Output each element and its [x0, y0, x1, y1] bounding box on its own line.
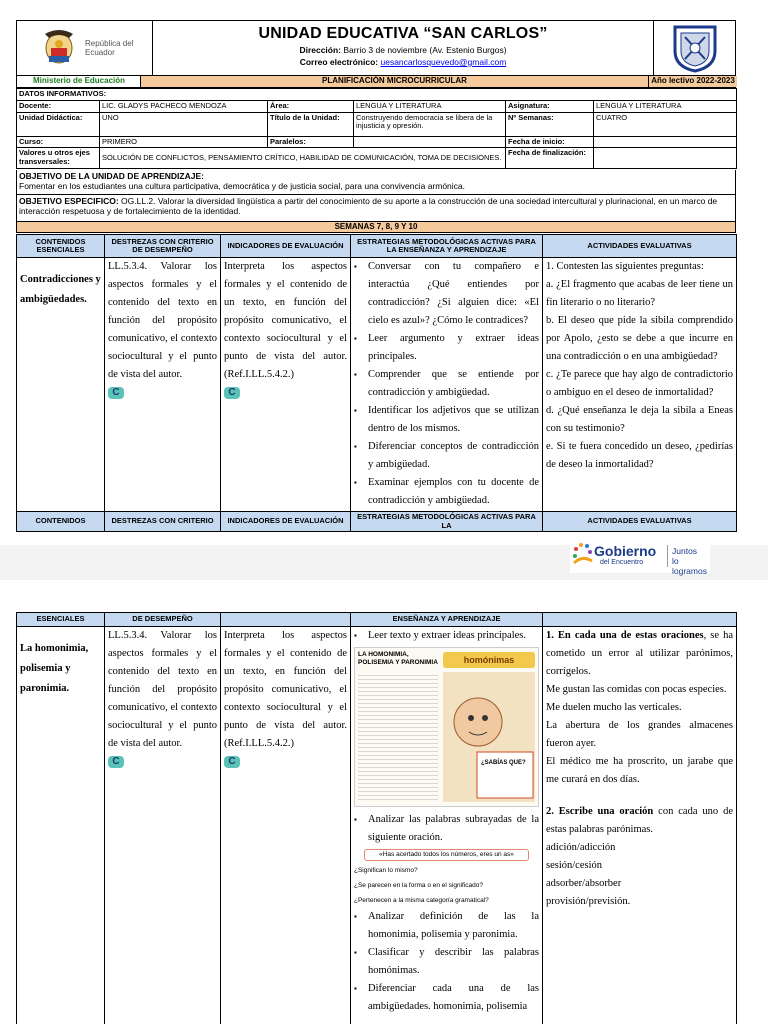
start-date-value	[594, 136, 737, 148]
unit-title-label: Título de la Unidad:	[268, 112, 354, 136]
col-empty	[543, 613, 737, 627]
row2-indicador: Interpreta los aspectos formales y el contenido de un texto, en función del propósito comunicativo, el contexto sociocultural y el punto de vista del autor. (Ref.I.LL.5.4.2.)	[224, 630, 347, 749]
email-line	[153, 57, 653, 67]
parallels-value	[354, 136, 506, 148]
col-destrezas: DESTREZAS CON CRITERIO DE DESEMPEÑO	[105, 235, 221, 258]
unit-value: UNO	[100, 112, 268, 136]
col-actividades-repeat: ACTIVIDADES EVALUATIVAS	[543, 512, 737, 532]
question-1: ¿Significan lo mismo?	[354, 867, 418, 874]
activity-1-title: 1. En cada una de estas oraciones	[546, 630, 704, 641]
list-item: Me gustan las comidas con pocas especies.	[546, 684, 727, 695]
list-item: a. ¿El fragmento que acabas de leer tiene un fin literario o no literario?	[546, 279, 733, 308]
specific-objective	[16, 195, 736, 222]
row2-indicador-cell	[221, 627, 351, 1024]
slogan-line1: Juntos	[672, 546, 698, 556]
list-item: ▪ Clasificar y describir las palabras homónimas.	[354, 944, 539, 980]
col-esenciales: ESENCIALES	[17, 613, 105, 627]
planning-title: PLANIFICACIÓN MICROCURRICULAR	[141, 76, 649, 87]
excerpt-banner: homónimas	[443, 652, 535, 668]
list-item: adición/adicción	[546, 842, 616, 853]
end-date-label: Fecha de finalización:	[506, 148, 594, 169]
subject-label: Asignatura:	[506, 100, 594, 112]
row2-destreza: LL.5.3.4. Valorar los aspectos formales y el contenido del texto en función del propósito comunicativo, el contexto sociocultural y el punto de vista del autor.	[108, 630, 217, 749]
excerpt-title: LA HOMONIMIA, POLISEMIA Y PARONIMIA	[358, 651, 438, 666]
unit-label: Unidad Didáctica:	[17, 112, 100, 136]
values-label: Valores u otros ejes transversales:	[17, 148, 100, 169]
row1-estrategias	[351, 258, 543, 512]
area-label: Área:	[268, 100, 354, 112]
row2-estrategias	[351, 627, 543, 1024]
spacer	[546, 789, 733, 803]
planning-strip	[16, 76, 736, 88]
list-item: ▪ Diferenciar cada una de las ambigüedades. homonimia, polisemia	[354, 980, 539, 1016]
weeks-title: SEMANAS 7, 8, 9 Y 10	[16, 222, 736, 233]
list-item: ▪ Leer texto y extraer ideas principales.	[354, 627, 539, 645]
col-ensenanza: ENSEÑANZA Y APRENDIZAJE	[351, 613, 543, 627]
course-label: Curso:	[17, 136, 100, 148]
list-item: ▪ Identificar los adjetivos que se utilizan dentro de los mismos.	[354, 402, 539, 438]
col-desempeno: DE DESEMPEÑO	[105, 613, 221, 627]
sentence-example: «Has acertado todos los números, eres un as»	[364, 849, 529, 861]
gobierno-logo	[570, 537, 710, 576]
list-item: ▪ Conversar con tu compañero e interactúa ¿Qué entiendes por contradicción? ¿Si alguien dice: «El cielo es azul»? ¿Cómo le contradices?	[354, 258, 539, 330]
divider	[667, 545, 668, 567]
list-item: ▪ Analizar las palabras subrayadas de la siguiente oración.	[354, 811, 539, 847]
row2-destreza-cell	[105, 627, 221, 1024]
course-value: PRIMERO	[100, 136, 268, 148]
col-empty	[221, 613, 351, 627]
list-item: ▪ Leer argumento y extraer ideas principales.	[354, 330, 539, 366]
col-indicadores-repeat: INDICADORES DE EVALUACIÓN	[221, 512, 351, 532]
start-date-label: Fecha de inicio:	[506, 136, 594, 148]
list-item: ▪ Examinar ejemplos con tu docente de contradicción y ambigüedad.	[354, 474, 539, 510]
gobierno-sub: del Encuentro	[600, 559, 644, 566]
list-item: c. ¿Te parece que hay algo de contradictorio o ambiguo en el deseo de inmortalidad?	[546, 369, 733, 398]
list-item: ▪ Diferenciar conceptos de contradicción y ambigüedad.	[354, 438, 539, 474]
list-item: d. ¿Qué enseñanza le deja la sibila a Eneas con su testimonio?	[546, 405, 733, 434]
c-badge-icon: C	[108, 387, 124, 399]
textbook-excerpt-image	[354, 647, 539, 807]
col-actividades: ACTIVIDADES EVALUATIVAS	[543, 235, 737, 258]
col-destrezas-repeat: DESTREZAS CON CRITERIO	[105, 512, 221, 532]
list-item: ▪ Analizar definición de las la homonimia, polisemia y paronimia.	[354, 908, 539, 944]
excerpt-text-lines	[358, 672, 438, 802]
c-badge-icon: C	[224, 756, 240, 768]
list-item: La abertura de los grandes almacenes fueron ayer.	[546, 720, 733, 749]
list-item: ▪ Comprender que se entiende por contradicción y ambigüedad.	[354, 366, 539, 402]
ecuador-logo-cell	[17, 21, 153, 75]
excerpt-illustration-icon	[443, 672, 535, 802]
activity-2-text: con cada uno de estas palabras parónimas.	[546, 806, 733, 835]
email-label: Correo electrónico:	[299, 57, 379, 67]
plan-table-1	[16, 234, 737, 532]
gobierno-sunburst-icon	[570, 541, 594, 569]
activity-1	[546, 627, 733, 681]
school-crest-cell	[653, 21, 735, 75]
info-title: DATOS INFORMATIVOS:	[17, 89, 737, 101]
col-contenidos-repeat: CONTENIDOS	[17, 512, 105, 532]
unit-objective-label: OBJETIVO DE LA UNIDAD DE APRENDIZAJE:	[19, 171, 204, 181]
unit-objective-text: Fomentar en los estudiantes una cultura participativa, democrática y de justicia social, para una convivencia armónica.	[19, 181, 466, 191]
list-item: Me duelen mucho las verticales.	[546, 702, 682, 713]
republic-label: República del Ecuador	[85, 39, 134, 57]
col-estrategias: ESTRATEGIAS METODOLÓGICAS ACTIVAS PARA LA ENSEÑANZA Y APRENDIZAJE	[351, 235, 543, 258]
school-crest-icon	[671, 23, 719, 73]
ecuador-coat-of-arms-icon	[39, 26, 79, 70]
weeks-label: Nº Semanas:	[506, 112, 594, 136]
values-value: SOLUCIÓN DE CONFLICTOS, PENSAMIENTO CRÍTICO, HABILIDAD DE COMUNICACIÓN, TOMA DE DECISIONES.	[100, 148, 506, 169]
parallels-label: Paralelos:	[268, 136, 354, 148]
row2-actividades	[543, 627, 737, 1024]
list-item: 1. Contesten las siguientes preguntas:	[546, 261, 704, 272]
page-2	[0, 580, 768, 1024]
list-item: e. Si te fuera concedido un deseo, ¿pedirías de deseo la inmortalidad?	[546, 441, 733, 470]
activity-2	[546, 803, 733, 839]
row1-actividades	[543, 258, 737, 512]
email-link[interactable]: uesancarlosquevedo@gmail.com	[380, 57, 507, 67]
excerpt-box-title: ¿SABÍAS QUE?	[481, 760, 526, 766]
unit-objective	[16, 170, 736, 195]
document-header	[16, 20, 736, 76]
unit-title-value: Construyendo democracia se libera de la injusticia y opresión.	[354, 112, 506, 136]
c-badge-icon: C	[108, 756, 124, 768]
list-item: b. El deseo que pide la sibila comprendido por Apolo, ¿esto se debe a que incurre en una contradicción o en una ambigüedad?	[546, 315, 733, 362]
teacher-value: LIC. GLADYS PACHECO MENDOZA	[100, 100, 268, 112]
col-contenidos: CONTENIDOS ESENCIALES	[17, 235, 105, 258]
list-item: provisión/previsión.	[546, 896, 631, 907]
list-item: sesión/cesión	[546, 860, 602, 871]
address-value: Barrio 3 de noviembre (Av. Estenio Burgos)	[343, 45, 507, 55]
gobierno-name: Gobierno	[594, 543, 657, 559]
row1-contenido: Contradicciones y ambigüedades.	[17, 258, 105, 512]
row1-destreza-cell	[105, 258, 221, 512]
question-3: ¿Pertenecen a la misma categoría gramatical?	[354, 897, 489, 904]
c-badge-icon: C	[224, 387, 240, 399]
plan-table-2	[16, 612, 737, 1024]
address-label: Dirección:	[299, 45, 342, 55]
ministry-label: Ministerio de Educación	[17, 76, 141, 87]
teacher-label: Docente:	[17, 100, 100, 112]
col-estrategias-repeat: ESTRATEGIAS METODOLÓGICAS ACTIVAS PARA LA	[351, 512, 543, 532]
list-item: adsorber/absorber	[546, 878, 622, 889]
slogan-line2: lo logramos	[672, 556, 707, 576]
specific-objective-text: OG.LL.2. Valorar la diversidad lingüística a partir del conocimiento de su aporte a la construcción de una sociedad intercultural y plurinacional, en un marco de interacción respetuosa y de fortalecimiento de la identidad.	[19, 196, 718, 216]
activity-2-title: 2. Escribe una oración	[546, 806, 654, 817]
list-item: El médico me ha proscrito, un jarabe que me curará en dos días.	[546, 756, 733, 785]
header-center	[153, 21, 653, 75]
col-indicadores: INDICADORES DE EVALUACIÓN	[221, 235, 351, 258]
weeks-value: CUATRO	[594, 112, 737, 136]
question-2: ¿Se parecen en la forma o en el significado?	[354, 882, 483, 889]
end-date-value	[594, 148, 737, 169]
activity-1-text: , se ha cometido un error al utilizar parónimos, corrígelos.	[546, 630, 733, 677]
school-name: UNIDAD EDUCATIVA “SAN CARLOS”	[258, 25, 548, 42]
row1-indicador-cell	[221, 258, 351, 512]
row1-indicador: Interpreta los aspectos formales y el contenido de un texto, en función del propósito comunicativo, el contexto sociocultural y el punto de vista del autor. (Ref.I.LL.5.4.2.)	[224, 261, 347, 380]
subject-value: LENGUA Y LITERATURA	[594, 100, 737, 112]
info-table	[16, 88, 737, 169]
row2-contenido: La homonimia, polisemia y paronimia.	[17, 627, 105, 1024]
school-year: Año lectivo 2022-2023	[649, 76, 737, 87]
area-value: LENGUA Y LITERATURA	[354, 100, 506, 112]
address-line	[153, 45, 653, 55]
row1-destreza: LL.5.3.4. Valorar los aspectos formales y el contenido del texto en función del propósito comunicativo, el contexto sociocultural y el punto de vista del autor.	[108, 261, 217, 380]
specific-objective-label: OBJETIVO ESPECIFICO:	[19, 196, 119, 206]
